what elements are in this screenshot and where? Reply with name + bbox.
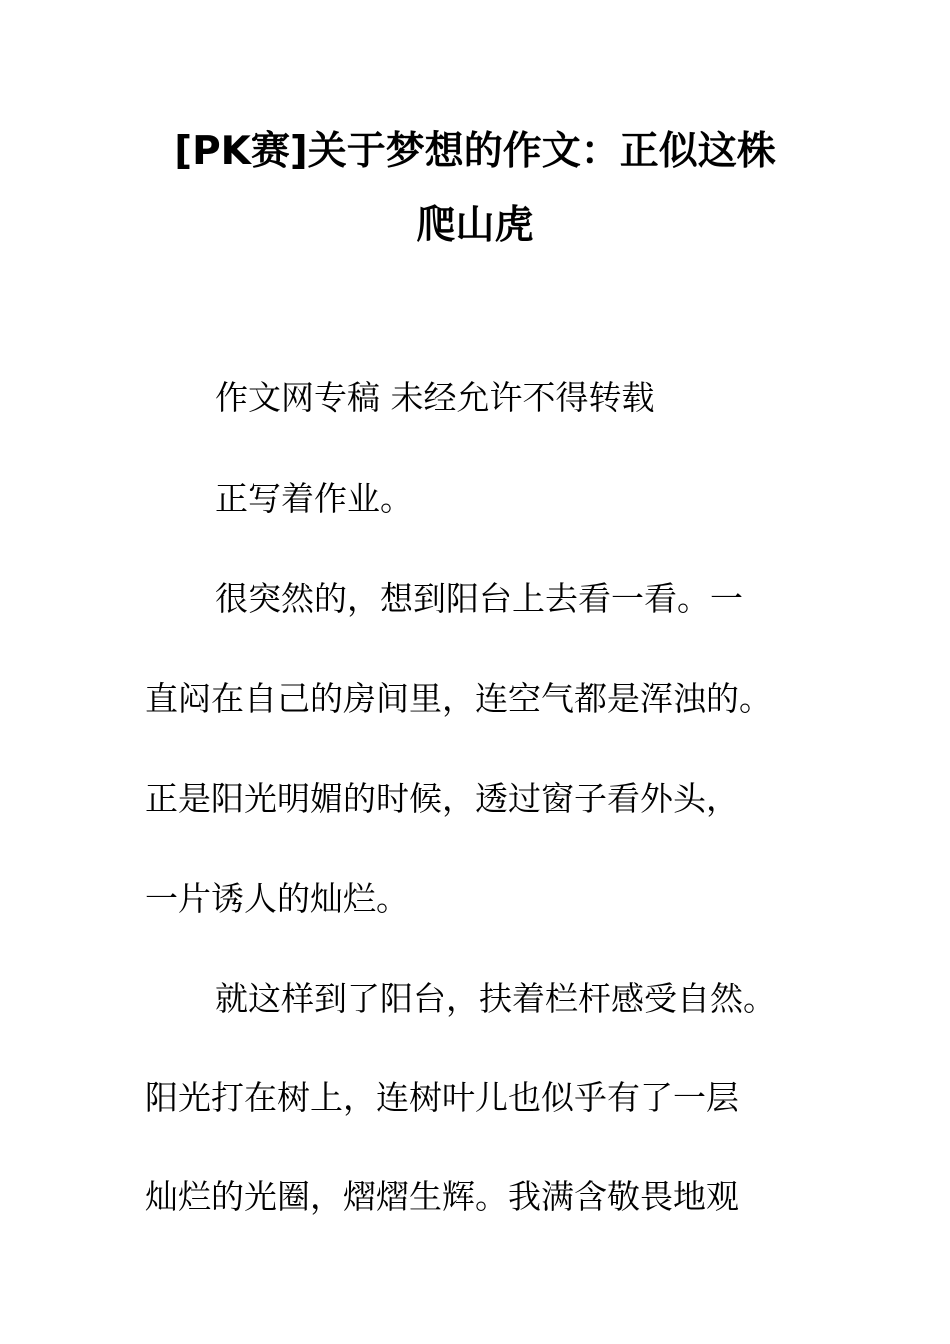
paragraph-line: 作文网专稿 未经允许不得转载 — [215, 378, 655, 417]
paragraph-line: 灿烂的光圈，熠熠生辉。我满含敬畏地观 — [145, 1177, 739, 1216]
paragraph-line: 很突然的，想到阳台上去看一看。一 — [215, 579, 743, 618]
paragraph-line: 就这样到了阳台，扶着栏杆感受自然。 — [215, 979, 776, 1018]
paragraph-line: 一片诱人的灿烂。 — [145, 879, 409, 918]
paragraph-line: 正写着作业。 — [215, 479, 413, 518]
paragraph-line: 正是阳光明媚的时候，透过窗子看外头， — [145, 779, 739, 818]
document-title-line-2: 爬山虎 — [416, 203, 534, 248]
paragraph-line: 直闷在自己的房间里，连空气都是浑浊的。 — [145, 679, 772, 718]
document-title-line-1: [PK赛]关于梦想的作文：正似这株 — [174, 129, 776, 174]
paragraph-line: 阳光打在树上，连树叶儿也似乎有了一层 — [145, 1078, 739, 1117]
